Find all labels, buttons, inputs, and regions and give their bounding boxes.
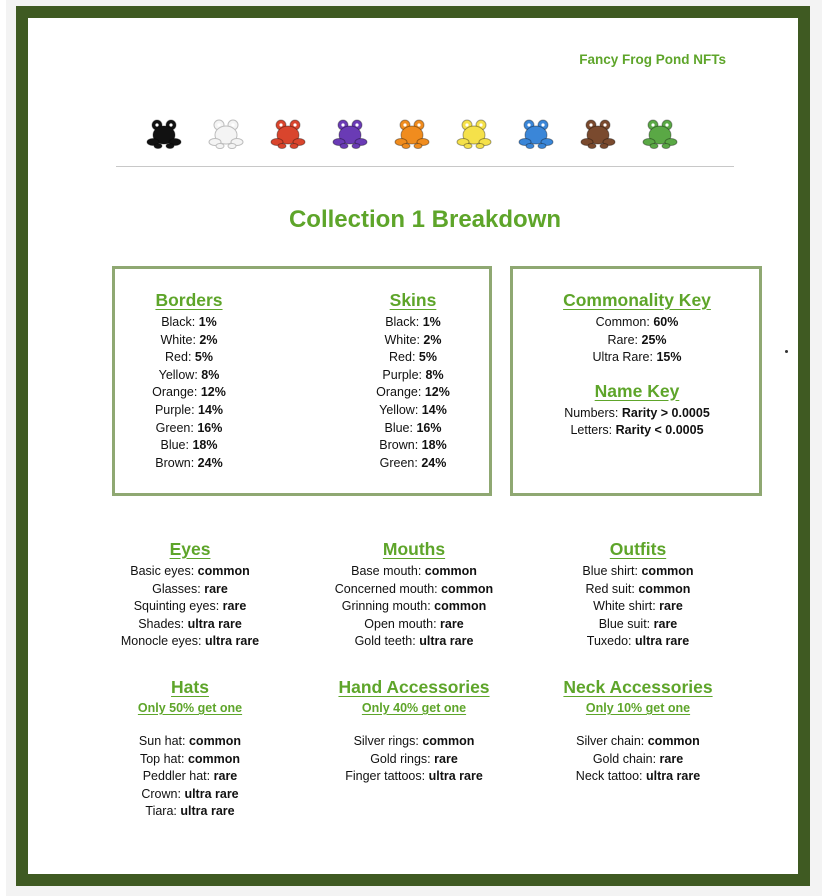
hats-section (100, 677, 280, 821)
item-value: ultra rare (634, 634, 690, 649)
namekey-item (526, 422, 748, 440)
item-label: Grinning mouth: (341, 599, 431, 614)
item-value: 12% (424, 385, 450, 400)
mouths-item (314, 598, 514, 616)
outfits-item (548, 563, 728, 581)
item-label: Silver chain: (576, 734, 645, 748)
item-label: Red: (389, 350, 416, 365)
frog-icon (580, 118, 616, 150)
hand-accessories-section (314, 677, 514, 786)
item-value: 16% (416, 420, 442, 435)
item-label: Black: (385, 315, 420, 329)
item-label: Glasses: (152, 581, 201, 596)
item-value: rare (222, 599, 247, 614)
borders-item (120, 332, 258, 350)
commonality-key-block (526, 290, 748, 367)
item-label: Blue: (384, 420, 413, 435)
outfits-item (548, 616, 728, 634)
hats-item (100, 786, 280, 804)
neck-item (548, 768, 728, 786)
hats-heading: Hats (171, 677, 209, 697)
eyes-section (100, 539, 280, 651)
frog-icon (394, 118, 430, 150)
mouths-heading: Mouths (382, 539, 446, 559)
item-label: Concerned mouth: (334, 581, 438, 596)
item-label: Sun hat: (138, 734, 186, 748)
borders-item (120, 402, 258, 420)
item-label: Purple: (382, 367, 423, 382)
item-value: common (441, 581, 494, 596)
item-value: Rarity > 0.0005 (621, 405, 710, 420)
item-value: Rarity < 0.0005 (615, 423, 704, 438)
item-label: White: (384, 332, 420, 347)
eyes-item (100, 616, 280, 634)
item-value: ultra rare (180, 804, 235, 819)
outfits-heading: Outfits (609, 539, 667, 559)
item-value: 15% (656, 350, 682, 365)
item-value: common (638, 581, 691, 596)
borders-item (120, 455, 258, 473)
item-label: Ultra Rare: (592, 350, 653, 365)
skins-item (344, 420, 482, 438)
item-value: rare (213, 769, 238, 784)
item-label: Top hat: (139, 751, 185, 766)
namekey-heading: Name Key (594, 380, 680, 401)
item-label: White: (160, 332, 196, 347)
skins-item (344, 349, 482, 367)
item-value: 1% (198, 315, 217, 329)
item-value: common (424, 564, 477, 578)
item-label: White shirt: (593, 599, 656, 614)
item-label: Finger tattoos: (345, 769, 426, 784)
divider (116, 166, 734, 167)
hats-subheading: Only 50% get one (137, 701, 243, 715)
item-value: 5% (194, 350, 213, 365)
item-label: Numbers: (564, 405, 619, 420)
neck-subheading: Only 10% get one (585, 701, 691, 715)
item-value: rare (204, 581, 228, 596)
eyes-item (100, 581, 280, 599)
borders-item (120, 349, 258, 367)
neck-heading: Neck Accessories (563, 677, 713, 697)
item-value: 18% (421, 438, 447, 453)
item-label: Basic eyes: (130, 564, 195, 578)
commonality-key-section (526, 290, 748, 440)
item-value: common (188, 734, 242, 748)
item-value: 14% (198, 402, 224, 417)
borders-item (120, 437, 258, 455)
hand-subheading: Only 40% get one (361, 701, 467, 715)
borders-item (120, 384, 258, 402)
item-label: Blue suit: (598, 616, 651, 631)
item-value: 1% (422, 315, 441, 329)
item-label: Tiara: (145, 804, 177, 819)
item-value: common (187, 751, 241, 766)
eyes-heading: Eyes (169, 539, 211, 559)
skins-item (344, 367, 482, 385)
item-value: ultra rare (187, 616, 242, 631)
commonality-item (526, 332, 748, 350)
item-value: common (197, 564, 250, 578)
item-label: Blue: (160, 438, 189, 453)
item-value: ultra rare (428, 769, 483, 784)
borders-item (120, 420, 258, 438)
neck-accessories-section (548, 677, 728, 786)
skins-item (344, 314, 482, 332)
item-value: 12% (200, 385, 226, 400)
item-value: rare (440, 616, 464, 631)
stray-dot (785, 350, 788, 353)
item-label: Purple: (154, 402, 195, 417)
namekey-item (526, 405, 748, 423)
item-value: rare (434, 751, 458, 766)
item-value: 60% (653, 315, 679, 329)
item-label: Silver rings: (353, 734, 419, 748)
hats-item (100, 768, 280, 786)
skins-heading: Skins (389, 290, 437, 310)
hats-item (100, 751, 280, 769)
frog-icon (456, 118, 492, 150)
frog-icon (518, 118, 554, 150)
item-label: Black: (161, 315, 196, 329)
item-value: 8% (201, 367, 220, 382)
borders-item (120, 367, 258, 385)
item-value: common (641, 564, 694, 578)
item-label: Monocle eyes: (120, 634, 202, 649)
item-value: ultra rare (204, 634, 260, 649)
eyes-item (100, 563, 280, 581)
item-label: Orange: (376, 385, 422, 400)
item-value: 18% (192, 438, 218, 453)
item-label: Brown: (379, 438, 419, 453)
item-label: Green: (155, 420, 194, 435)
neck-item (548, 751, 728, 769)
item-label: Gold chain: (592, 751, 657, 766)
item-label: Yellow: (379, 402, 419, 417)
item-label: Red suit: (585, 581, 635, 596)
skins-item (344, 455, 482, 473)
commonality-item (526, 314, 748, 332)
item-label: Red: (165, 350, 192, 365)
item-label: Common: (595, 315, 650, 329)
skins-item (344, 332, 482, 350)
item-label: Orange: (152, 385, 198, 400)
hand-heading: Hand Accessories (338, 677, 490, 697)
mouths-item (314, 616, 514, 634)
outfits-item (548, 598, 728, 616)
name-key-block (526, 381, 748, 440)
frog-icon (270, 118, 306, 150)
skins-item (344, 384, 482, 402)
item-label: Base mouth: (351, 564, 422, 578)
item-value: 24% (197, 455, 223, 470)
mouths-item (314, 633, 514, 651)
eyes-item (100, 633, 280, 651)
item-label: Yellow: (158, 367, 198, 382)
frog-color-row (146, 118, 706, 158)
item-value: common (434, 599, 487, 614)
item-value: 2% (199, 332, 218, 347)
item-label: Squinting eyes: (133, 599, 220, 614)
brand-name: Fancy Frog Pond NFTs (579, 52, 726, 67)
item-value: 25% (641, 332, 667, 347)
hand-item (314, 768, 514, 786)
item-label: Gold rings: (370, 751, 431, 766)
item-value: rare (659, 751, 684, 766)
page-title: Collection 1 Breakdown (288, 206, 562, 233)
item-label: Gold teeth: (354, 634, 416, 649)
item-value: ultra rare (645, 769, 701, 784)
mouths-item (314, 581, 514, 599)
document-frame (16, 6, 810, 886)
item-value: common (647, 734, 700, 748)
item-value: 2% (423, 332, 442, 347)
commonality-heading: Commonality Key (563, 290, 711, 310)
item-value: common (422, 734, 475, 748)
item-value: ultra rare (184, 786, 239, 801)
item-label: Neck tattoo: (575, 769, 643, 784)
item-value: 5% (418, 350, 437, 365)
item-label: Tuxedo: (586, 634, 632, 649)
borders-heading: Borders (155, 290, 223, 310)
hats-item (100, 803, 280, 821)
item-value: 14% (421, 402, 447, 417)
skins-section (344, 290, 482, 472)
hats-item (100, 733, 280, 751)
outfits-item (548, 633, 728, 651)
item-value: rare (653, 616, 678, 631)
skins-item (344, 437, 482, 455)
item-value: 16% (197, 420, 223, 435)
commonality-item (526, 349, 748, 367)
mouths-item (314, 563, 514, 581)
skins-item (344, 402, 482, 420)
item-value: 24% (421, 455, 447, 470)
frog-icon (208, 118, 244, 150)
outfits-item (548, 581, 728, 599)
borders-item (120, 314, 258, 332)
item-value: rare (659, 599, 683, 614)
item-label: Rare: (607, 332, 639, 347)
item-label: Open mouth: (364, 616, 437, 631)
item-label: Brown: (155, 455, 195, 470)
item-value: 8% (425, 367, 444, 382)
frog-icon (642, 118, 678, 150)
item-label: Letters: (570, 423, 613, 438)
neck-item (548, 733, 728, 751)
item-label: Shades: (138, 616, 185, 631)
frog-icon (332, 118, 368, 150)
mouths-section (314, 539, 514, 651)
outfits-section (548, 539, 728, 651)
item-label: Blue shirt: (582, 564, 638, 578)
item-label: Crown: (141, 786, 181, 801)
item-label: Peddler hat: (142, 769, 211, 784)
item-label: Green: (379, 455, 418, 470)
frog-icon (146, 118, 182, 150)
eyes-item (100, 598, 280, 616)
borders-section (120, 290, 258, 472)
hand-item (314, 751, 514, 769)
hand-item (314, 733, 514, 751)
item-value: ultra rare (419, 634, 474, 649)
